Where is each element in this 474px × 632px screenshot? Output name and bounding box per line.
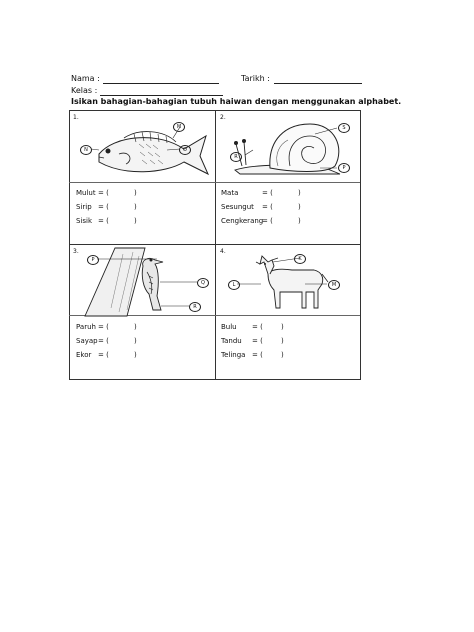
instruction-text: Isikan bahagian-bahagian tubuh haiwan dengan menggunakan alphabet. bbox=[71, 97, 402, 106]
item-label: Telinga bbox=[221, 351, 246, 359]
panel-number: 3. bbox=[73, 248, 79, 255]
callout-q: Q bbox=[197, 278, 209, 288]
callout-r: R bbox=[189, 302, 201, 312]
item-eq: = ( bbox=[98, 351, 109, 359]
item-label: Sisik bbox=[76, 217, 93, 225]
item-close: ) bbox=[134, 323, 137, 331]
callout-s: S bbox=[338, 123, 350, 133]
item-eq: = ( bbox=[98, 337, 109, 345]
fish-callout-lines bbox=[69, 110, 215, 182]
item-label: Cengkerang bbox=[221, 217, 264, 225]
item-label: Sesungut bbox=[221, 203, 254, 211]
item-close: ) bbox=[281, 323, 284, 331]
callout-l: L bbox=[228, 280, 240, 290]
callout-n: N bbox=[80, 145, 92, 155]
kelas-label: Kelas : bbox=[71, 86, 98, 95]
nama-field-line[interactable] bbox=[103, 83, 219, 84]
callout-r: R bbox=[230, 152, 242, 162]
item-label: Mulut bbox=[76, 189, 96, 197]
item-close: ) bbox=[134, 217, 137, 225]
panel-number: 1. bbox=[73, 114, 79, 121]
item-label: Mata bbox=[221, 189, 239, 197]
item-eq: = ( bbox=[98, 217, 109, 225]
callout-m: M bbox=[173, 122, 185, 132]
item-close: ) bbox=[281, 351, 284, 359]
item-eq: = ( bbox=[252, 323, 263, 331]
item-close: ) bbox=[281, 337, 284, 345]
item-eq: = ( bbox=[252, 351, 263, 359]
item-close: ) bbox=[134, 203, 137, 211]
item-eq: = ( bbox=[252, 337, 263, 345]
item-close: ) bbox=[298, 203, 301, 211]
item-label: Ekor bbox=[76, 351, 92, 359]
item-eq: = ( bbox=[98, 203, 109, 211]
item-label: Sayap bbox=[76, 337, 98, 345]
item-label: Paruh bbox=[76, 323, 96, 331]
item-label: Sirip bbox=[76, 203, 92, 211]
snail-callout-lines bbox=[215, 110, 360, 182]
callout-p: P bbox=[338, 163, 350, 173]
item-label: Tandu bbox=[221, 337, 242, 345]
item-label: Bulu bbox=[221, 323, 237, 331]
item-eq: = ( bbox=[262, 217, 273, 225]
panel-number: 2. bbox=[220, 114, 226, 121]
nama-label: Nama : bbox=[71, 74, 100, 83]
callout-o: O bbox=[179, 145, 191, 155]
panel-number: 4. bbox=[220, 248, 226, 255]
item-close: ) bbox=[134, 351, 137, 359]
item-close: ) bbox=[298, 189, 301, 197]
kelas-field-line[interactable] bbox=[100, 95, 223, 96]
item-eq: = ( bbox=[262, 189, 273, 197]
item-close: ) bbox=[134, 337, 137, 345]
item-close: ) bbox=[134, 189, 137, 197]
callout-k: K bbox=[294, 254, 306, 264]
tarikh-label: Tarikh : bbox=[241, 74, 270, 83]
item-eq: = ( bbox=[98, 323, 109, 331]
callout-p: P bbox=[87, 255, 99, 265]
item-eq: = ( bbox=[98, 189, 109, 197]
tarikh-field-line[interactable] bbox=[274, 83, 362, 84]
item-eq: = ( bbox=[262, 203, 273, 211]
callout-m: M bbox=[328, 280, 340, 290]
item-close: ) bbox=[298, 217, 301, 225]
